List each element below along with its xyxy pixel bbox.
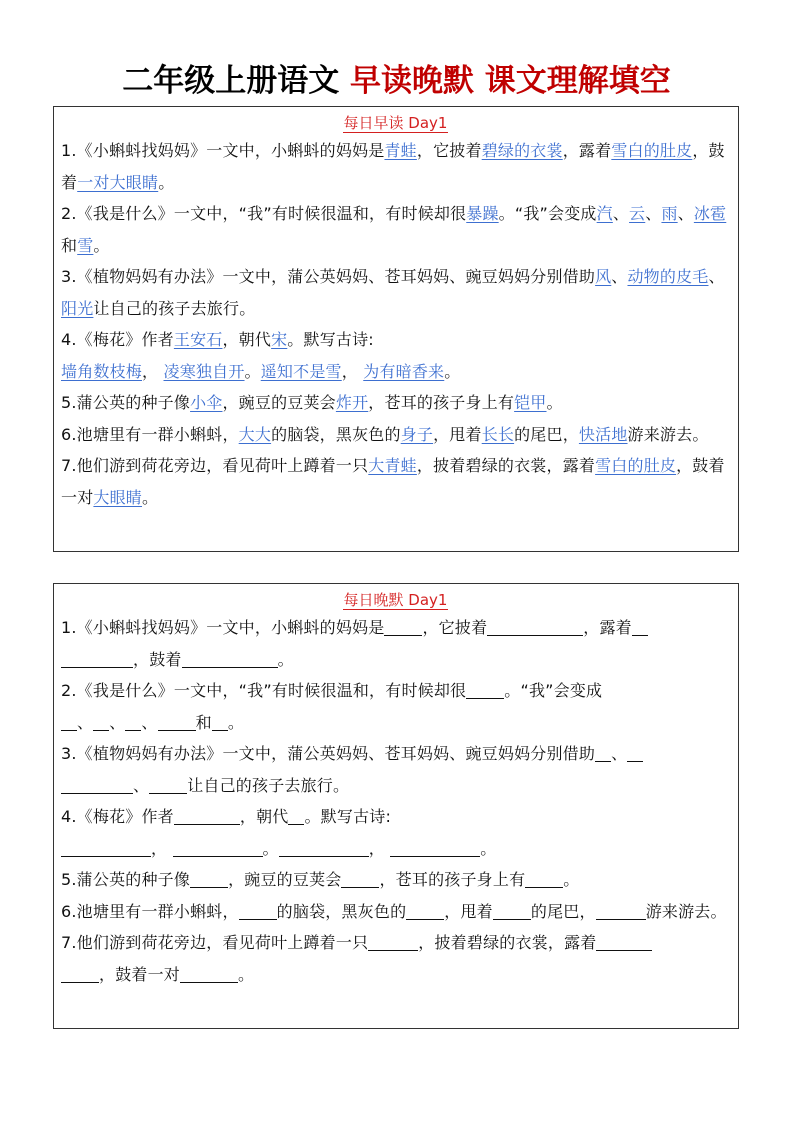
blank[interactable] — [466, 680, 504, 699]
morning-question-2 — [61, 198, 730, 261]
answer: 宋 — [271, 330, 288, 349]
text: ，披着碧绿的衣裳，露着 — [418, 933, 597, 952]
blank[interactable] — [61, 649, 133, 668]
text: 2.《我是什么》一文中，“我”有时候很温和，有时候却很 — [61, 204, 467, 223]
text: ， — [368, 838, 385, 858]
blank[interactable] — [279, 838, 369, 857]
text: 、 — [677, 204, 694, 223]
text: 4.《梅花》作者 — [61, 807, 174, 826]
blank[interactable] — [61, 712, 77, 731]
text: 、 — [109, 712, 126, 732]
answer: 雪 — [77, 235, 94, 255]
text: 。 — [480, 838, 497, 858]
blank[interactable] — [182, 649, 278, 668]
blank[interactable] — [368, 932, 418, 951]
text: ，鼓着一对 — [99, 964, 181, 984]
text: 1.《小蝌蚪找妈妈》一文中，小蝌蚪的妈妈是 — [61, 141, 385, 160]
text: 1.《小蝌蚪找妈妈》一文中，小蝌蚪的妈妈是 — [61, 618, 385, 637]
text: ，豌豆的豆荚会 — [222, 393, 336, 412]
text: 、 — [612, 204, 630, 223]
answer: 雪白的肚皮 — [595, 456, 677, 475]
answer: 小伞 — [190, 393, 223, 412]
text: 5.蒲公英的种子像 — [61, 393, 191, 412]
evening-question-2 — [61, 675, 730, 738]
blank[interactable] — [125, 712, 141, 731]
answer: 铠甲 — [514, 393, 547, 412]
answer: 风 — [595, 267, 612, 286]
blank[interactable] — [174, 806, 240, 825]
blank[interactable] — [288, 806, 304, 825]
text: ，鼓着 — [61, 141, 725, 192]
answer: 墙角数枝梅 — [61, 361, 143, 381]
text: 、 — [77, 712, 94, 732]
blank[interactable] — [212, 712, 228, 731]
text: 、 — [708, 267, 725, 286]
text: 游来游去。 — [627, 424, 709, 444]
evening-question-3 — [61, 738, 730, 801]
text: 。 — [563, 870, 580, 889]
evening-header — [61, 588, 730, 612]
blank[interactable] — [406, 901, 444, 920]
title-subject: 早读晚默 课文理解填空 — [350, 63, 671, 99]
blank[interactable] — [493, 901, 531, 920]
evening-question-4 — [61, 801, 730, 864]
text: 的脑袋，黑灰色的 — [276, 901, 407, 921]
text: 4.《梅花》作者 — [61, 330, 174, 349]
answer: 云 — [629, 204, 646, 223]
text: 。“我”会变成 — [498, 204, 597, 223]
answer: 大眼睛 — [93, 487, 143, 507]
text: 。默写古诗: — [304, 807, 392, 826]
blank[interactable] — [525, 869, 563, 888]
answer: 阳光 — [61, 298, 94, 318]
blank[interactable] — [627, 743, 643, 762]
text: 。 — [262, 838, 279, 858]
text: 7.他们游到荷花旁边，看见荷叶上蹲着一只 — [61, 933, 369, 952]
text: 。 — [93, 235, 110, 255]
text: 6.池塘里有一群小蝌蚪， — [61, 424, 239, 444]
morning-question-1 — [61, 135, 730, 198]
text: 。 — [244, 361, 261, 381]
text: ，披着碧绿的衣裳，露着 — [416, 456, 596, 475]
blank[interactable] — [61, 964, 99, 983]
text: 和 — [61, 235, 78, 255]
evening-question-1 — [61, 612, 730, 675]
answer: 暴躁 — [466, 204, 499, 223]
page-title — [0, 58, 793, 104]
text: 。 — [142, 487, 159, 507]
blank[interactable] — [173, 838, 263, 857]
morning-question-5 — [61, 387, 730, 419]
text: ，甩着 — [433, 424, 482, 444]
blank[interactable] — [390, 838, 480, 857]
text: 6.池塘里有一群小蝌蚪， — [61, 901, 239, 921]
text: 。“我”会变成 — [504, 681, 603, 700]
text: 让自己的孩子去旅行。 — [93, 298, 256, 318]
answer: 雪白的肚皮 — [611, 141, 693, 160]
text: ，朝代 — [239, 807, 289, 826]
answer: 快活地 — [578, 424, 628, 444]
evening-question-5 — [61, 864, 730, 896]
blank[interactable] — [596, 901, 646, 920]
blank[interactable] — [93, 712, 109, 731]
text: 、 — [645, 204, 662, 223]
answer: 炸开 — [335, 393, 369, 412]
text: 和 — [195, 712, 212, 732]
morning-reading-box — [53, 106, 739, 552]
answer: 大大 — [238, 424, 272, 444]
text: ，它披着 — [422, 618, 488, 637]
text: ， — [341, 361, 358, 381]
text: 5.蒲公英的种子像 — [61, 870, 191, 889]
answer: 冰雹 — [693, 204, 727, 223]
answer: 动物的皮毛 — [627, 267, 709, 286]
text: ，豌豆的豆荚会 — [228, 870, 342, 889]
blank[interactable] — [190, 869, 228, 888]
answer: 遥知不是雪 — [260, 361, 342, 381]
morning-question-7 — [61, 450, 730, 513]
answer: 一对大眼睛 — [77, 172, 159, 192]
text: ，露着 — [562, 141, 612, 160]
text: 。默写古诗: — [287, 330, 374, 349]
blank[interactable] — [384, 617, 422, 636]
blank[interactable] — [239, 901, 277, 920]
text: 7.他们游到荷花旁边，看见荷叶上蹲着一只 — [61, 456, 369, 475]
text: 、 — [141, 712, 158, 732]
answer: 雨 — [661, 204, 678, 223]
morning-header-text: 每日早读 Day1 — [343, 114, 448, 132]
blank[interactable] — [632, 617, 648, 636]
blank[interactable] — [158, 712, 196, 731]
answer: 长长 — [481, 424, 515, 444]
text: 游来游去。 — [645, 901, 727, 921]
morning-question-3 — [61, 261, 730, 324]
text: 的脑袋，黑灰色的 — [271, 424, 401, 444]
blank[interactable] — [487, 617, 583, 636]
text: ，朝代 — [222, 330, 272, 349]
text: 3.《植物妈妈有办法》一文中，蒲公英妈妈、苍耳妈妈、豌豆妈妈分别借助 — [61, 267, 596, 286]
blank[interactable] — [596, 932, 652, 951]
text: 。 — [158, 172, 175, 192]
text: 3.《植物妈妈有办法》一文中，蒲公英妈妈、苍耳妈妈、豌豆妈妈分别借助 — [61, 744, 596, 763]
text: 、 — [611, 744, 628, 763]
answer: 大青蛙 — [368, 456, 417, 475]
text: ， — [142, 361, 159, 381]
answer: 青蛙 — [384, 141, 417, 160]
text: ，苍耳的孩子身上有 — [368, 393, 515, 412]
blank[interactable] — [341, 869, 379, 888]
text: ，露着 — [583, 618, 632, 637]
blank[interactable] — [595, 743, 611, 762]
text: ，鼓着一对 — [61, 456, 725, 507]
text: 。 — [238, 964, 255, 984]
morning-question-6 — [61, 419, 730, 451]
morning-question-4 — [61, 324, 730, 387]
text: ， — [151, 838, 168, 858]
blank[interactable] — [180, 964, 238, 983]
answer: 王安石 — [173, 330, 223, 349]
evening-dictation-box — [53, 583, 739, 1029]
answer: 汽 — [596, 204, 613, 223]
text: 。 — [227, 712, 245, 732]
text: 。 — [546, 393, 563, 412]
blank[interactable] — [61, 838, 151, 857]
answer: 身子 — [400, 424, 434, 444]
text: 2.《我是什么》一文中，“我”有时候很温和，有时候却很 — [61, 681, 467, 700]
morning-header — [61, 111, 730, 135]
text: 的尾巴， — [530, 901, 596, 921]
blank[interactable] — [61, 775, 133, 794]
text: ，它披着 — [416, 141, 482, 160]
evening-question-7 — [61, 927, 730, 990]
text: 。 — [277, 649, 294, 669]
text: 。 — [444, 361, 461, 381]
text: ，苍耳的孩子身上有 — [379, 870, 526, 889]
text: 的尾巴， — [514, 424, 579, 444]
text: 、 — [611, 267, 628, 286]
blank[interactable] — [149, 775, 187, 794]
text: 、 — [133, 775, 150, 795]
title-grade: 二年级上册语文 — [122, 63, 340, 99]
answer: 凌寒独自开 — [163, 361, 245, 381]
answer: 碧绿的衣裳 — [481, 141, 563, 160]
answer: 为有暗香来 — [363, 361, 445, 381]
text: ，甩着 — [444, 901, 493, 921]
text: ，鼓着 — [133, 649, 182, 669]
text: 让自己的孩子去旅行。 — [187, 775, 350, 795]
evening-header-text: 每日晚默 Day1 — [343, 591, 448, 609]
evening-question-6 — [61, 896, 730, 928]
